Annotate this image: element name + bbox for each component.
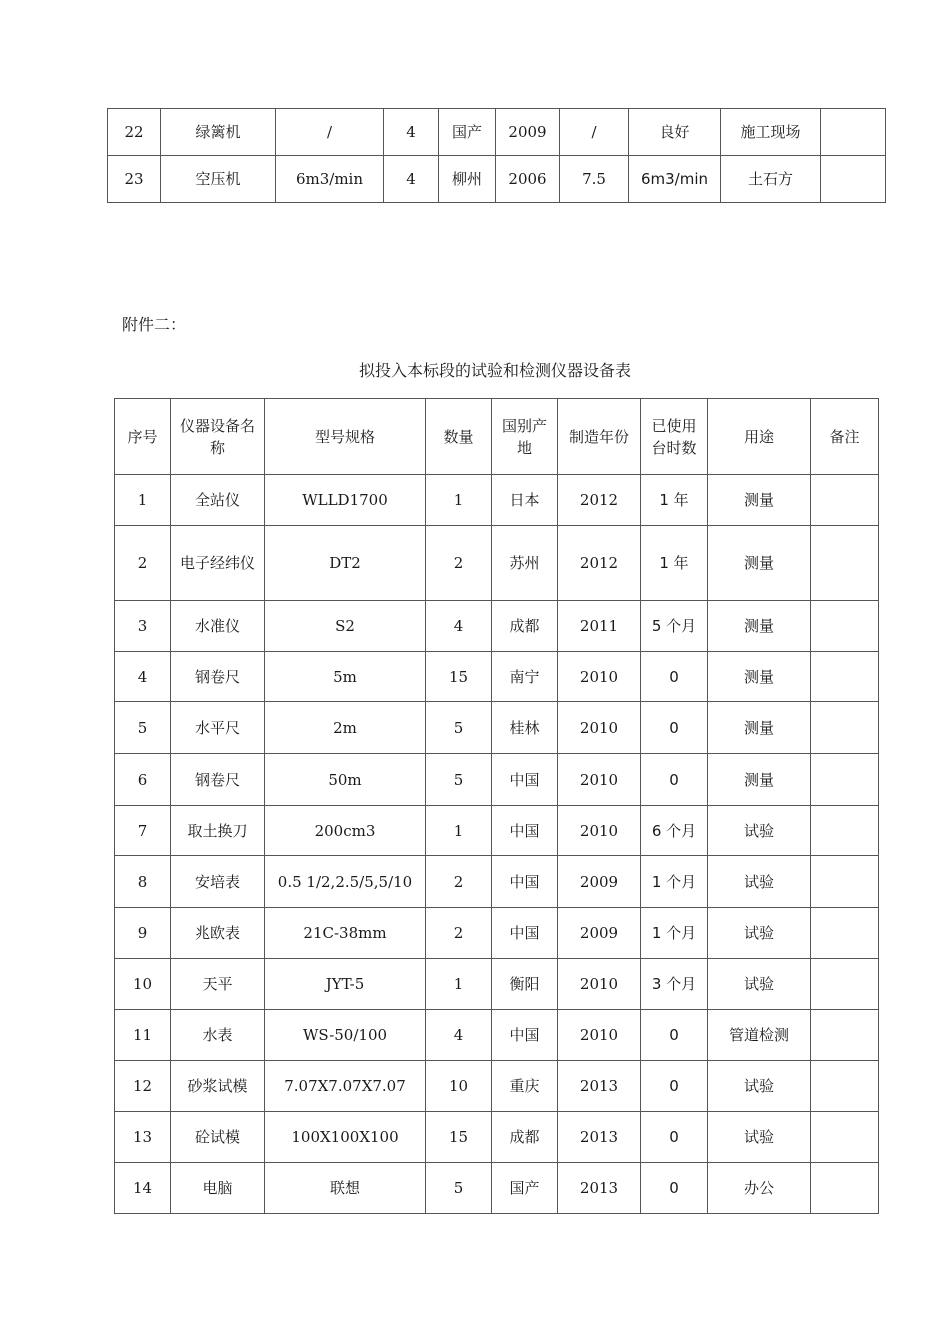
cell-no: 6 — [115, 754, 171, 806]
cell-no: 8 — [115, 856, 171, 908]
cell-hours: 5 个月 — [641, 601, 708, 652]
cell-use: 测量 — [708, 475, 811, 526]
cell-origin: 成都 — [492, 1112, 558, 1163]
cell-name: 水平尺 — [171, 702, 265, 754]
cell-spec: WLLD1700 — [265, 475, 426, 526]
cell-name: 水准仪 — [171, 601, 265, 652]
cell-qty: 2 — [426, 908, 492, 959]
header-spec: 型号规格 — [265, 399, 426, 475]
table-row — [115, 908, 879, 959]
cell-name: 砂浆试模 — [171, 1061, 265, 1112]
cell-use: 施工现场 — [721, 109, 821, 156]
cell-hours: 0 — [641, 702, 708, 754]
cell-no: 22 — [108, 109, 161, 156]
instrument-table-body — [115, 475, 879, 1214]
cell-year: 2006 — [496, 156, 560, 203]
cell-name: 砼试模 — [171, 1112, 265, 1163]
cell-hours: 0 — [641, 1010, 708, 1061]
cell-note — [811, 959, 879, 1010]
cell-year: 2010 — [558, 702, 641, 754]
cell-use: 测量 — [708, 702, 811, 754]
cell-no: 23 — [108, 156, 161, 203]
cell-no: 14 — [115, 1163, 171, 1214]
cell-origin: 日本 — [492, 475, 558, 526]
cell-year: 2010 — [558, 959, 641, 1010]
cell-no: 3 — [115, 601, 171, 652]
cell-no: 10 — [115, 959, 171, 1010]
cell-origin: 成都 — [492, 601, 558, 652]
cell-hours: 1 年 — [641, 475, 708, 526]
cell-year: 2009 — [496, 109, 560, 156]
cell-no: 12 — [115, 1061, 171, 1112]
cell-note — [811, 475, 879, 526]
cell-note — [811, 1061, 879, 1112]
cell-origin: 南宁 — [492, 652, 558, 702]
cell-no: 11 — [115, 1010, 171, 1061]
cell-capacity: 6m3/min — [629, 156, 721, 203]
cell-name: 天平 — [171, 959, 265, 1010]
cell-name: 电脑 — [171, 1163, 265, 1214]
cell-year: 2009 — [558, 908, 641, 959]
table-row — [115, 754, 879, 806]
cell-year: 2011 — [558, 601, 641, 652]
header-qty: 数量 — [426, 399, 492, 475]
equipment-table-body — [108, 109, 886, 203]
cell-spec: 联想 — [265, 1163, 426, 1214]
cell-hours: 0 — [641, 754, 708, 806]
cell-hours: 6 个月 — [641, 806, 708, 856]
cell-spec: JYT-5 — [265, 959, 426, 1010]
cell-year: 2012 — [558, 475, 641, 526]
cell-hours: 0 — [641, 652, 708, 702]
table-row — [115, 652, 879, 702]
cell-note — [811, 702, 879, 754]
cell-name: 钢卷尺 — [171, 652, 265, 702]
cell-year: 2013 — [558, 1112, 641, 1163]
cell-spec: 5m — [265, 652, 426, 702]
cell-year: 2013 — [558, 1061, 641, 1112]
cell-qty: 10 — [426, 1061, 492, 1112]
cell-no: 4 — [115, 652, 171, 702]
cell-qty: 1 — [426, 806, 492, 856]
cell-use: 测量 — [708, 526, 811, 601]
cell-qty: 15 — [426, 1112, 492, 1163]
cell-spec: 100X100X100 — [265, 1112, 426, 1163]
cell-spec: 200cm3 — [265, 806, 426, 856]
cell-hours: 0 — [641, 1112, 708, 1163]
cell-origin: 衡阳 — [492, 959, 558, 1010]
cell-origin: 桂林 — [492, 702, 558, 754]
cell-capacity: 良好 — [629, 109, 721, 156]
cell-hours: 1 个月 — [641, 856, 708, 908]
equipment-table-continued — [107, 108, 886, 203]
cell-no: 13 — [115, 1112, 171, 1163]
cell-spec: S2 — [265, 601, 426, 652]
cell-use: 测量 — [708, 601, 811, 652]
cell-spec: / — [276, 109, 384, 156]
cell-use: 试验 — [708, 959, 811, 1010]
cell-origin: 中国 — [492, 856, 558, 908]
cell-origin: 国产 — [439, 109, 496, 156]
cell-spec: WS-50/100 — [265, 1010, 426, 1061]
cell-name: 取土换刀 — [171, 806, 265, 856]
cell-note — [821, 109, 886, 156]
table-title: 拟投入本标段的试验和检测仪器设备表 — [358, 361, 631, 380]
cell-no: 7 — [115, 806, 171, 856]
cell-qty: 4 — [426, 601, 492, 652]
cell-use: 办公 — [708, 1163, 811, 1214]
cell-hours: 0 — [641, 1061, 708, 1112]
cell-use: 试验 — [708, 806, 811, 856]
cell-spec: 7.07X7.07X7.07 — [265, 1061, 426, 1112]
cell-note — [811, 652, 879, 702]
cell-year: 2010 — [558, 806, 641, 856]
cell-note — [811, 1010, 879, 1061]
cell-spec: 50m — [265, 754, 426, 806]
table-row — [108, 156, 886, 203]
cell-qty: 4 — [426, 1010, 492, 1061]
table-row — [108, 109, 886, 156]
header-origin: 国别产地 — [492, 399, 558, 475]
cell-no: 2 — [115, 526, 171, 601]
table-header-row — [115, 399, 879, 475]
table-row — [115, 1163, 879, 1214]
cell-qty: 5 — [426, 754, 492, 806]
cell-origin: 苏州 — [492, 526, 558, 601]
cell-use: 试验 — [708, 856, 811, 908]
cell-name: 电子经纬仪 — [171, 526, 265, 601]
cell-year: 2010 — [558, 652, 641, 702]
header-year: 制造年份 — [558, 399, 641, 475]
table-row — [115, 806, 879, 856]
header-hours: 已使用台时数 — [641, 399, 708, 475]
table-row — [115, 1061, 879, 1112]
cell-power: 7.5 — [560, 156, 629, 203]
cell-hours: 3 个月 — [641, 959, 708, 1010]
cell-name: 兆欧表 — [171, 908, 265, 959]
table-row — [115, 959, 879, 1010]
cell-qty: 2 — [426, 856, 492, 908]
attachment-label: 附件二： — [122, 315, 187, 334]
cell-use: 试验 — [708, 1112, 811, 1163]
cell-note — [811, 806, 879, 856]
cell-qty: 2 — [426, 526, 492, 601]
cell-hours: 0 — [641, 1163, 708, 1214]
cell-name: 全站仪 — [171, 475, 265, 526]
table-row — [115, 475, 879, 526]
cell-note — [811, 908, 879, 959]
header-no: 序号 — [115, 399, 171, 475]
cell-no: 1 — [115, 475, 171, 526]
cell-origin: 中国 — [492, 1010, 558, 1061]
cell-origin: 国产 — [492, 1163, 558, 1214]
cell-year: 2010 — [558, 754, 641, 806]
cell-name: 钢卷尺 — [171, 754, 265, 806]
cell-use: 测量 — [708, 652, 811, 702]
cell-year: 2013 — [558, 1163, 641, 1214]
cell-name: 绿篱机 — [161, 109, 276, 156]
table-row — [115, 1112, 879, 1163]
cell-use: 土石方 — [721, 156, 821, 203]
cell-spec: 6m3/min — [276, 156, 384, 203]
cell-spec: 2m — [265, 702, 426, 754]
table-row — [115, 1010, 879, 1061]
table-row — [115, 856, 879, 908]
cell-year: 2010 — [558, 1010, 641, 1061]
cell-note — [811, 754, 879, 806]
cell-spec: 0.5 1/2,2.5/5,5/10 — [265, 856, 426, 908]
cell-use: 管道检测 — [708, 1010, 811, 1061]
header-name: 仪器设备名称 — [171, 399, 265, 475]
cell-hours: 1 个月 — [641, 908, 708, 959]
cell-note — [811, 601, 879, 652]
instrument-equipment-table — [114, 398, 879, 1214]
table-row — [115, 702, 879, 754]
cell-hours: 1 年 — [641, 526, 708, 601]
cell-name: 空压机 — [161, 156, 276, 203]
cell-power: / — [560, 109, 629, 156]
cell-origin: 柳州 — [439, 156, 496, 203]
cell-qty: 15 — [426, 652, 492, 702]
cell-origin: 中国 — [492, 754, 558, 806]
cell-origin: 中国 — [492, 908, 558, 959]
cell-note — [821, 156, 886, 203]
cell-use: 测量 — [708, 754, 811, 806]
cell-no: 5 — [115, 702, 171, 754]
cell-note — [811, 856, 879, 908]
cell-origin: 重庆 — [492, 1061, 558, 1112]
cell-qty: 1 — [426, 959, 492, 1010]
cell-year: 2009 — [558, 856, 641, 908]
cell-qty: 5 — [426, 1163, 492, 1214]
cell-spec: 21C-38mm — [265, 908, 426, 959]
cell-note — [811, 1112, 879, 1163]
header-note: 备注 — [811, 399, 879, 475]
cell-qty: 4 — [384, 156, 439, 203]
cell-qty: 1 — [426, 475, 492, 526]
cell-note — [811, 526, 879, 601]
cell-spec: DT2 — [265, 526, 426, 601]
cell-name: 安培表 — [171, 856, 265, 908]
cell-note — [811, 1163, 879, 1214]
table-row — [115, 526, 879, 601]
cell-no: 9 — [115, 908, 171, 959]
cell-year: 2012 — [558, 526, 641, 601]
cell-use: 试验 — [708, 1061, 811, 1112]
table-row — [115, 601, 879, 652]
cell-qty: 5 — [426, 702, 492, 754]
cell-origin: 中国 — [492, 806, 558, 856]
cell-name: 水表 — [171, 1010, 265, 1061]
cell-qty: 4 — [384, 109, 439, 156]
cell-use: 试验 — [708, 908, 811, 959]
header-use: 用途 — [708, 399, 811, 475]
